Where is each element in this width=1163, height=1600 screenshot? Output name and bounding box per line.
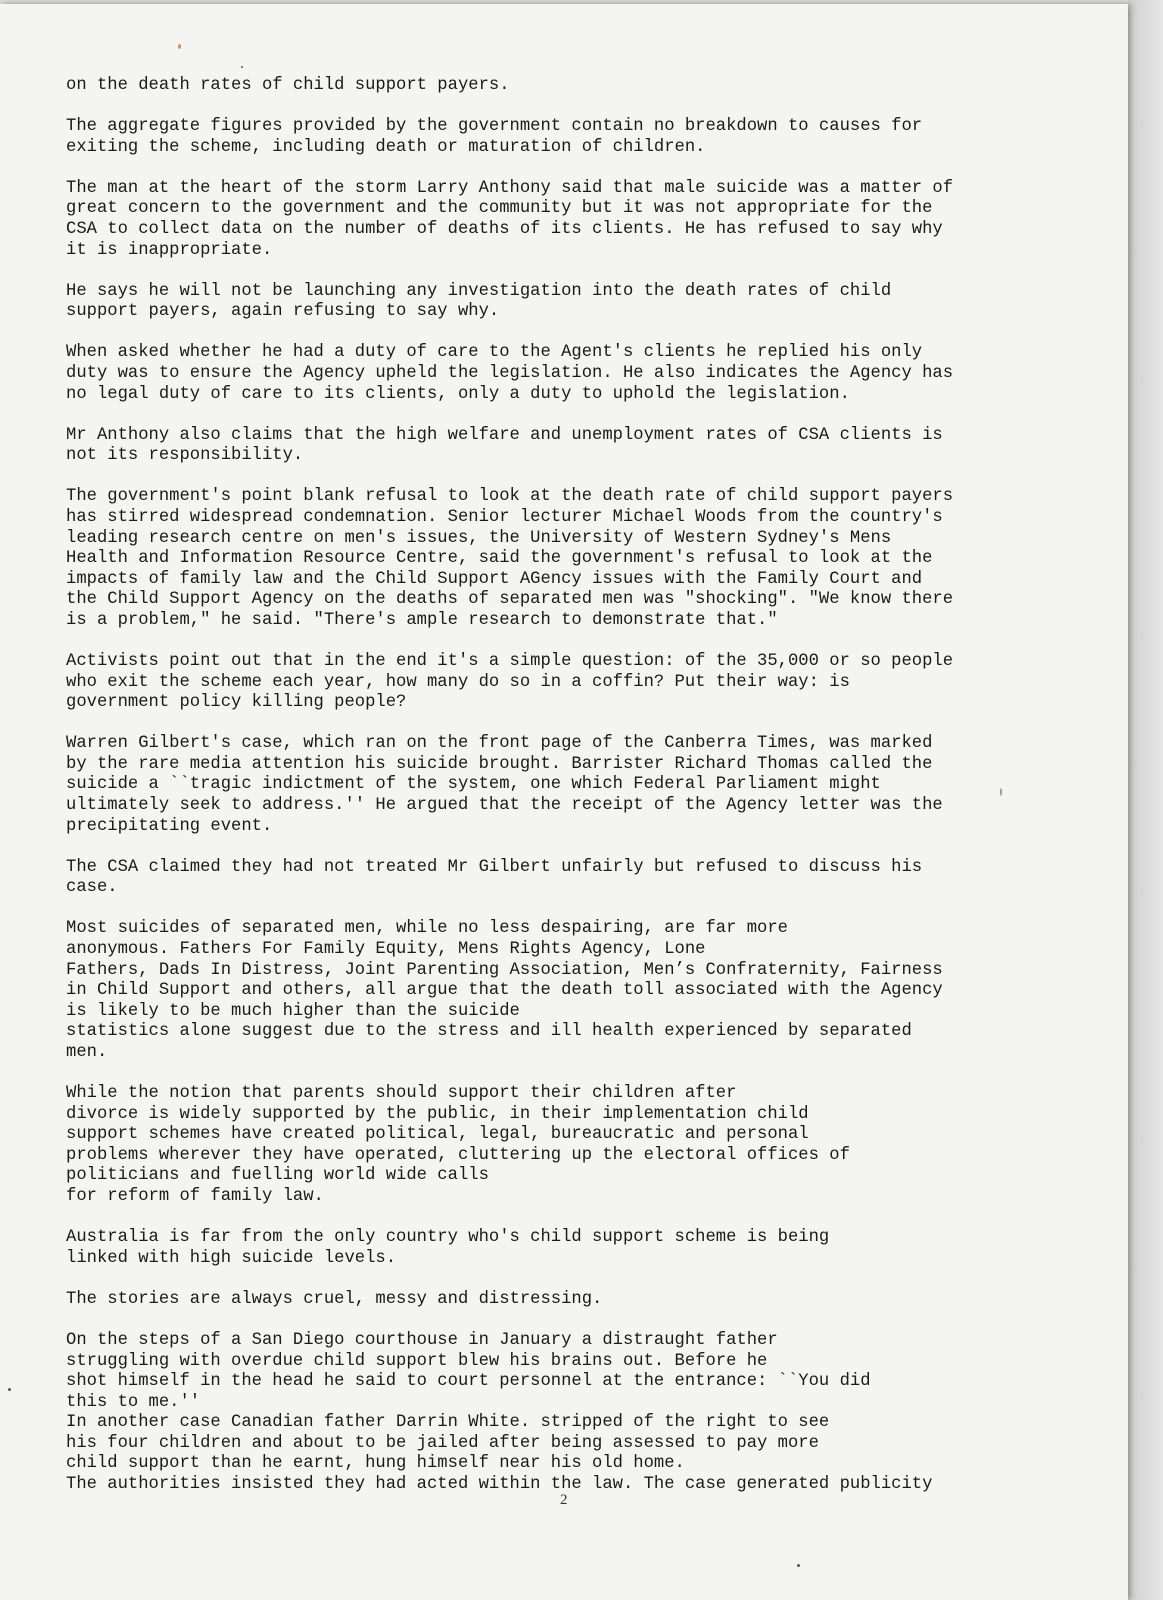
text-line: Activists point out that in the end it's a simple question: of the 35,000 or so people <box>66 651 954 671</box>
text-line: his four children and about to be jailed after being assessed to pay more <box>66 1433 819 1453</box>
dust-speck <box>178 44 181 49</box>
text-line: In another case Canadian father Darrin White. stripped of the right to see <box>66 1413 830 1433</box>
text-line: it is inappropriate. <box>66 240 273 260</box>
text-line: for reform of family law. <box>66 1187 324 1207</box>
paragraph <box>66 652 1076 714</box>
text-line: is a problem," he said. "There's ample research to demonstrate that." <box>66 610 778 630</box>
page-edge-shadow <box>1128 0 1163 1600</box>
text-line: ultimately seek to address.'' He argued that the receipt of the Agency letter was the <box>66 796 943 816</box>
text-line: men. <box>66 1042 108 1062</box>
text-line: divorce is widely supported by the public, in their implementation child <box>66 1104 809 1124</box>
text-line: The CSA claimed they had not treated Mr Gilbert unfairly but refused to discuss his <box>66 857 923 877</box>
text-line: the Child Support Agency on the deaths of separated men was "shocking". "We know there <box>66 590 954 610</box>
text-line: CSA to collect data on the number of deaths of its clients. He has refused to say why <box>66 219 943 239</box>
text-line: He says he will not be launching any investigation into the death rates of child <box>66 281 892 301</box>
text-line: Health and Information Resource Centre, said the government's refusal to look at the <box>66 549 933 569</box>
text-line: linked with high suicide levels. <box>66 1248 397 1268</box>
text-line: The government's point blank refusal to look at the death rate of child support payers <box>66 487 954 507</box>
paragraph <box>66 76 1076 97</box>
text-line: duty was to ensure the Agency upheld the legislation. He also indicates the Agency has <box>66 363 954 383</box>
paragraph <box>66 426 1076 467</box>
text-line: When asked whether he had a duty of care to the Agent's clients he replied his only <box>66 343 923 363</box>
text-line: support schemes have created political, legal, bureaucratic and personal <box>66 1125 809 1145</box>
text-line: no legal duty of care to its clients, only a duty to uphold the legislation. <box>66 384 850 404</box>
text-line: struggling with overdue child support blew his brains out. Before he <box>66 1351 768 1371</box>
text-line: Mr Anthony also claims that the high welfare and unemployment rates of CSA clients is <box>66 425 943 445</box>
text-line: in Child Support and others, all argue that the death toll associated with the Agency <box>66 981 943 1001</box>
text-line: impacts of family law and the Child Support AGency issues with the Family Court and <box>66 569 923 589</box>
paragraph <box>66 1084 1076 1208</box>
text-line: shot himself in the head he said to court personnel at the entrance: ``You did <box>66 1372 871 1392</box>
text-line: precipitating event. <box>66 816 273 836</box>
text-line: leading research centre on men's issues, the University of Western Sydney's Mens <box>66 528 892 548</box>
paragraph <box>66 734 1076 837</box>
text-line: exiting the scheme, including death or maturation of children. <box>66 137 706 157</box>
text-line: statistics alone suggest due to the stress and ill health experienced by separated <box>66 1022 912 1042</box>
paragraph <box>66 1228 1076 1269</box>
document-body <box>66 76 1076 1496</box>
paragraph <box>66 487 1076 631</box>
text-line: not its responsibility. <box>66 446 304 466</box>
page-number: 2 <box>560 1492 568 1508</box>
text-line: problems wherever they have operated, cluttering up the electoral offices of <box>66 1145 850 1165</box>
text-line: case. <box>66 878 118 898</box>
dust-speck <box>797 1564 800 1567</box>
text-line: While the notion that parents should support their children after <box>66 1084 737 1104</box>
paragraph <box>66 117 1076 158</box>
text-line: Warren Gilbert's case, which ran on the front page of the Canberra Times, was marked <box>66 734 933 754</box>
paragraph <box>66 282 1076 323</box>
text-line: The man at the heart of the storm Larry Anthony said that male suicide was a matter of <box>66 178 954 198</box>
paragraph <box>66 343 1076 405</box>
paragraph <box>66 1290 1076 1311</box>
text-line: great concern to the government and the community but it was not appropriate for the <box>66 199 933 219</box>
text-line: this to me.'' <box>66 1392 201 1412</box>
text-line: anonymous. Fathers For Family Equity, Mens Rights Agency, Lone <box>66 940 706 959</box>
text-line: suicide a ``tragic indictment of the system, one which Federal Parliament might <box>66 775 881 795</box>
text-line: politicians and fuelling world wide calls <box>66 1166 489 1186</box>
text-line: The stories are always cruel, messy and distressing. <box>66 1289 603 1309</box>
text-line: by the rare media attention his suicide brought. Barrister Richard Thomas called the <box>66 754 933 774</box>
text-line: is likely to be much higher than the suicide <box>66 1001 520 1021</box>
paragraph <box>66 179 1076 261</box>
text-line: support payers, again refusing to say why. <box>66 302 500 322</box>
text-line: The aggregate figures provided by the government contain no breakdown to causes for <box>66 117 923 137</box>
text-line: Australia is far from the only country who's child support scheme is being <box>66 1228 830 1248</box>
paragraph <box>66 919 1076 1063</box>
text-line: who exit the scheme each year, how many do so in a coffin? Put their way: is <box>66 672 850 692</box>
text-line: Most suicides of separated men, while no less despairing, are far more <box>66 919 788 939</box>
dust-speck <box>241 66 243 68</box>
text-line: The authorities insisted they had acted within the law. The case generated publicity <box>66 1475 933 1495</box>
paragraph <box>66 1331 1076 1496</box>
dust-speck <box>8 1388 11 1391</box>
text-line: child support than he earnt, hung himself near his old home. <box>66 1454 685 1474</box>
text-line: Fathers, Dads In Distress, Joint Parenting Association, Men’s Confraternity, Fairness <box>66 960 943 980</box>
text-line: has stirred widespread condemnation. Senior lecturer Michael Woods from the country's <box>66 507 943 527</box>
paragraph <box>66 858 1076 899</box>
text-line: On the steps of a San Diego courthouse in January a distraught father <box>66 1330 778 1350</box>
document-page <box>0 4 1128 1600</box>
text-line: on the death rates of child support payers. <box>66 76 510 95</box>
text-line: government policy killing people? <box>66 693 407 713</box>
